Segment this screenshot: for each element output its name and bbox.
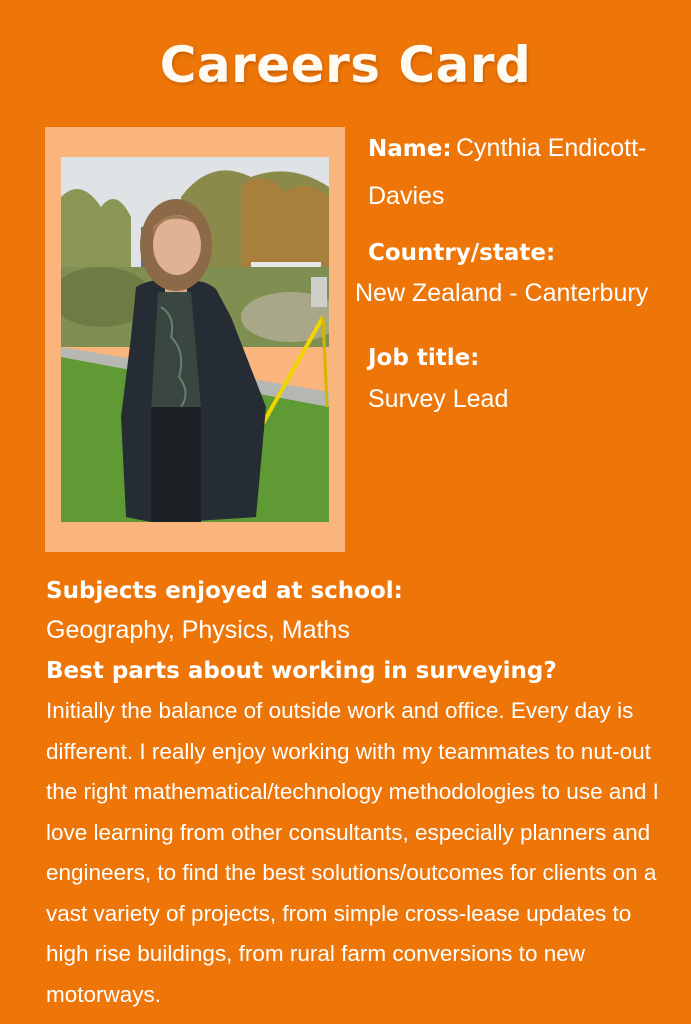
card-title: Careers Card bbox=[159, 36, 532, 94]
subjects-value: Geography, Physics, Maths bbox=[46, 616, 350, 644]
photo-frame bbox=[45, 127, 345, 552]
country-label: Country/state: bbox=[368, 240, 556, 266]
profile-photo bbox=[61, 157, 329, 522]
job-title-value: Survey Lead bbox=[368, 385, 509, 413]
best-parts-label: Best parts about working in surveying? bbox=[46, 658, 557, 684]
country-value: New Zealand - Canterbury bbox=[355, 279, 649, 307]
subjects-label: Subjects enjoyed at school: bbox=[46, 578, 403, 604]
name-field bbox=[368, 126, 683, 222]
name-label: Name: bbox=[368, 136, 452, 162]
job-title-label: Job title: bbox=[368, 345, 480, 371]
best-parts-text: Initially the balance of outside work and office. Every day is different. I really enjoy working with my teammates to nut-out the right mathematical/technology methodologies to use and I love learning from other consultants, especially planners and engineers, to find the best solutions/outcomes for clients on a vast variety of projects, from simple cross-lease updates to high rise buildings, from rural farm conversions to new motorways. bbox=[46, 698, 659, 1007]
name-value: Cynthia Endicott-Davies bbox=[368, 134, 647, 210]
